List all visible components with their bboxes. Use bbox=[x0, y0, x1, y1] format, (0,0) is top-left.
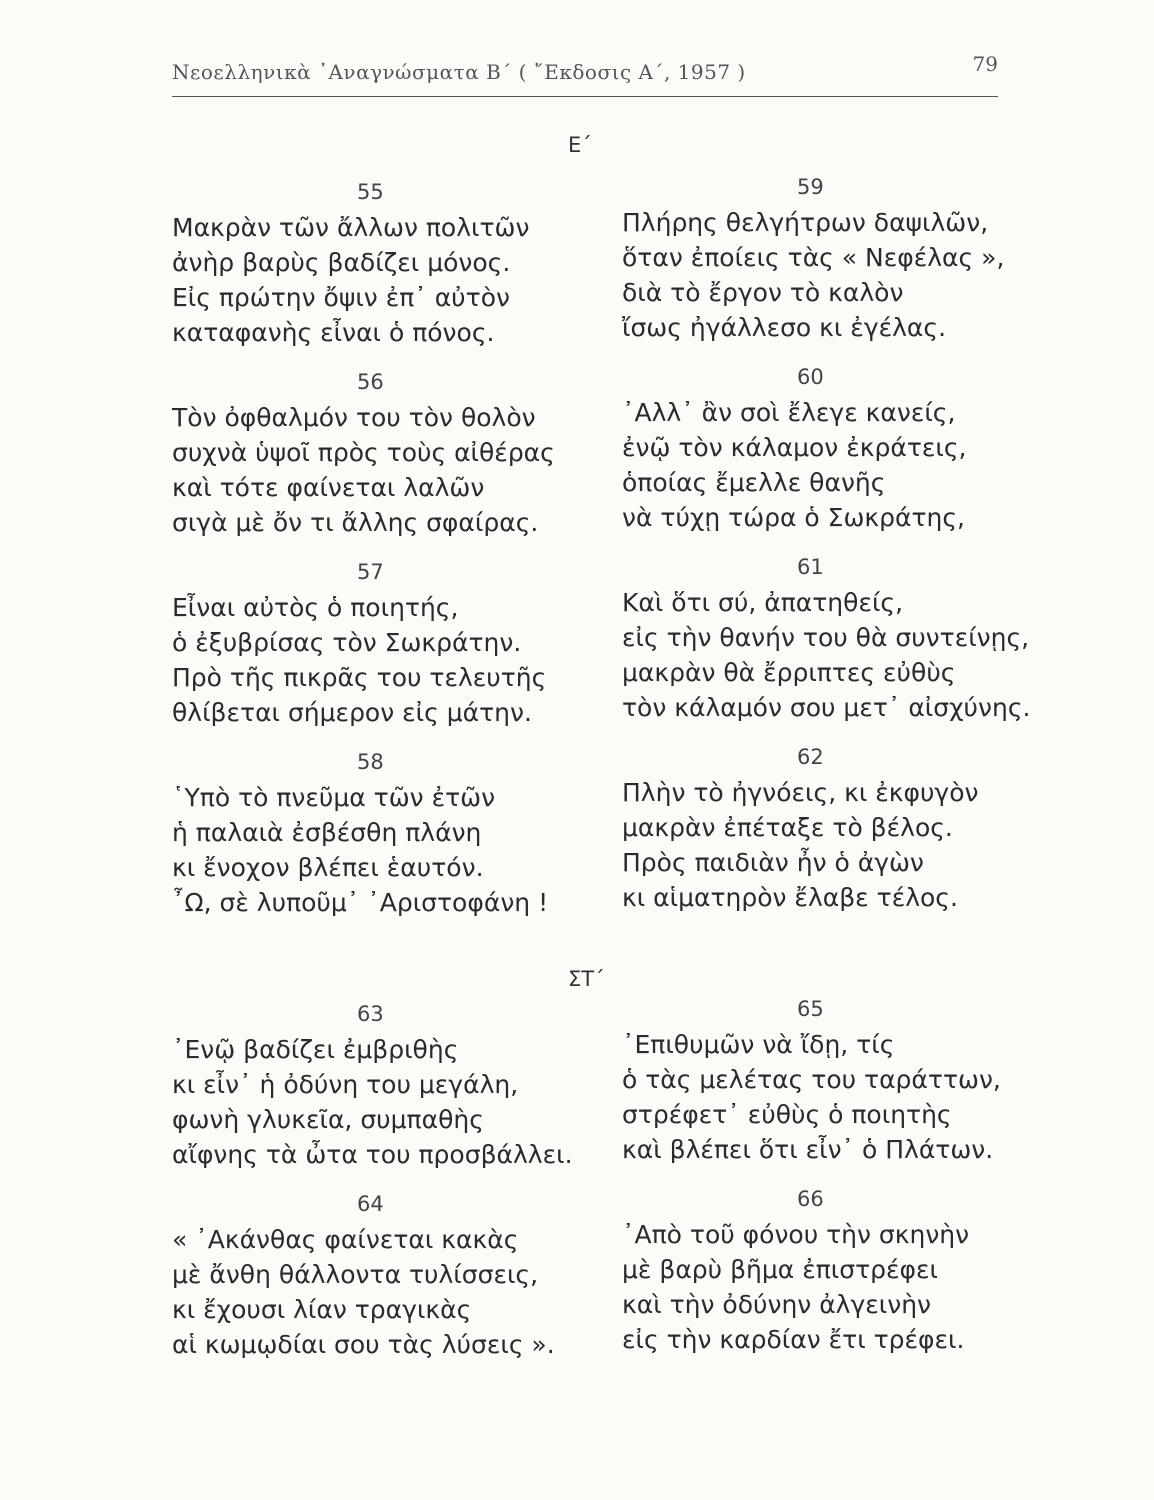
stanza-number: 62 bbox=[797, 745, 824, 769]
verse-line: ἴσως ἠγάλλεσο κι ἐγέλας. bbox=[622, 313, 947, 342]
verse-line: ῾Υπὸ τὸ πνεῦμα τῶν ἐτῶν bbox=[172, 783, 496, 812]
verse-line: ᾿Απὸ τοῦ φόνου τὴν σκηνὴν bbox=[622, 1220, 970, 1249]
verse-line: κι εἶν᾿ ἡ ὀδύνη του μεγάλη, bbox=[172, 1070, 519, 1099]
section-mark-e: Ε΄ bbox=[568, 133, 592, 157]
verse-line: ὅταν ἐποίεις τὰς « Νεφέλας », bbox=[622, 243, 1005, 272]
stanza-55 bbox=[172, 180, 612, 350]
verse-line: αἴφνης τὰ ὦτα του προσβάλλει. bbox=[172, 1140, 573, 1169]
verse-line: κι αἱματηρὸν ἔλαβε τέλος. bbox=[622, 883, 958, 912]
verse-line: εἰς τὴν καρδίαν ἔτι τρέφει. bbox=[622, 1325, 965, 1354]
verse-line: μακρὰν ἐπέταξε τὸ βέλος. bbox=[622, 813, 953, 842]
verse-line: θλίβεται σήμερον εἰς μάτην. bbox=[172, 698, 532, 727]
verse-line: Τὸν ὀφθαλμόν του τὸν θολὸν bbox=[172, 403, 536, 432]
stanza-number: 57 bbox=[357, 560, 384, 584]
verse-line: τὸν κάλαμόν σου μετ᾿ αἰσχύνης. bbox=[622, 693, 1031, 722]
verse-line: Μακρὰν τῶν ἄλλων πολιτῶν bbox=[172, 213, 530, 242]
verse-line: στρέφετ᾿ εὐθὺς ὁ ποιητὴς bbox=[622, 1100, 952, 1129]
verse-line: ἀνὴρ βαρὺς βαδίζει μόνος. bbox=[172, 248, 511, 277]
stanza-56 bbox=[172, 370, 612, 540]
verse-line: Πλὴν τὸ ἠγνόεις, κι ἐκφυγὸν bbox=[622, 778, 979, 807]
stanza-60 bbox=[622, 365, 1062, 535]
verse-line: καὶ τότε φαίνεται λαλῶν bbox=[172, 473, 485, 502]
verse-line: καὶ βλέπει ὅτι εἶν᾿ ὁ Πλάτων. bbox=[622, 1135, 994, 1164]
verse-line: Πρὸς παιδιὰν ἦν ὁ ἀγὼν bbox=[622, 848, 924, 877]
verse-line: αἱ κωμῳδίαι σου τὰς λύσεις ». bbox=[172, 1330, 555, 1359]
stanza-66 bbox=[622, 1187, 1062, 1357]
verse-line: μακρὰν θὰ ἔρριπτες εὐθὺς bbox=[622, 658, 956, 687]
verse-line: ἐνῷ τὸν κάλαμον ἐκράτεις, bbox=[622, 433, 967, 462]
stanza-62 bbox=[622, 745, 1062, 915]
verse-line: Πλήρης θελγήτρων δαψιλῶν, bbox=[622, 208, 989, 237]
verse-line: καταφανὴς εἶναι ὁ πόνος. bbox=[172, 318, 495, 347]
verse-line: διὰ τὸ ἔργον τὸ καλὸν bbox=[622, 278, 904, 307]
verse-line: ᾿Αλλ᾿ ἂν σοὶ ἔλεγε κανείς, bbox=[622, 398, 956, 427]
stanza-63 bbox=[172, 1002, 612, 1172]
stanza-59 bbox=[622, 175, 1062, 345]
verse-line: κι ἔχουσι λίαν τραγικὰς bbox=[172, 1295, 472, 1324]
stanza-57 bbox=[172, 560, 612, 730]
page-number: 79 bbox=[972, 52, 998, 76]
verse-line: Εἶναι αὐτὸς ὁ ποιητής, bbox=[172, 593, 459, 622]
stanza-64 bbox=[172, 1192, 612, 1362]
verse-line: Καὶ ὅτι σύ, ἀπατηθείς, bbox=[622, 588, 904, 617]
stanza-number: 65 bbox=[797, 997, 824, 1021]
verse-line: « ᾿Ακάνθας φαίνεται κακὰς bbox=[172, 1225, 519, 1254]
verse-line: κι ἔνοχον βλέπει ἑαυτόν. bbox=[172, 853, 484, 882]
stanza-number: 61 bbox=[797, 555, 824, 579]
verse-line: ὁ ἐξυβρίσας τὸν Σωκράτην. bbox=[172, 628, 522, 657]
verse-line: ὁ τὰς μελέτας του ταράττων, bbox=[622, 1065, 1001, 1094]
verse-line: σιγὰ μὲ ὄν τι ἄλλης σφαίρας. bbox=[172, 508, 539, 537]
verse-line: συχνὰ ὑψοῖ πρὸς τοὺς αἰθέρας bbox=[172, 438, 555, 467]
stanza-65 bbox=[622, 997, 1062, 1167]
stanza-number: 58 bbox=[357, 750, 384, 774]
stanza-number: 63 bbox=[357, 1002, 384, 1026]
verse-line: ᾿Επιθυμῶν νὰ ἴδῃ, τίς bbox=[622, 1030, 895, 1059]
verse-line: Εἰς πρώτην ὄψιν ἐπ᾿ αὐτὸν bbox=[172, 283, 510, 312]
verse-line: Πρὸ τῆς πικρᾶς του τελευτῆς bbox=[172, 663, 547, 692]
verse-line: ῏Ω, σὲ λυποῦμ᾿ ᾿Αριστοφάνη ! bbox=[172, 888, 549, 917]
stanza-number: 56 bbox=[357, 370, 384, 394]
verse-line: ᾿Ενῷ βαδίζει ἐμβριθὴς bbox=[172, 1035, 459, 1064]
verse-line: εἰς τὴν θανήν του θὰ συντείνῃς, bbox=[622, 623, 1030, 652]
verse-line: μὲ ἄνθη θάλλοντα τυλίσσεις, bbox=[172, 1260, 539, 1289]
stanza-61 bbox=[622, 555, 1062, 725]
section-mark-st: ΣΤ΄ bbox=[568, 967, 605, 991]
verse-line: μὲ βαρὺ βῆμα ἐπιστρέφει bbox=[622, 1255, 938, 1284]
verse-line: καὶ τὴν ὀδύνην ἀλγεινὴν bbox=[622, 1290, 932, 1319]
stanza-number: 64 bbox=[357, 1192, 384, 1216]
stanza-number: 60 bbox=[797, 365, 824, 389]
verse-line: νὰ τύχῃ τώρα ὁ Σωκράτης, bbox=[622, 503, 965, 532]
verse-line: φωνὴ γλυκεῖα, συμπαθὴς bbox=[172, 1105, 484, 1134]
stanza-number: 55 bbox=[357, 180, 384, 204]
running-title: Νεοελληνικὰ ᾿Αναγνώσματα Β΄ ( ῎Εκδοσις Α΄, 1957 ) bbox=[172, 60, 746, 84]
stanza-number: 59 bbox=[797, 175, 824, 199]
verse-line: ὁποίας ἔμελλε θανῆς bbox=[622, 468, 886, 497]
verse-line: ἡ παλαιὰ ἐσβέσθη πλάνη bbox=[172, 818, 482, 847]
stanza-58 bbox=[172, 750, 612, 920]
page-header bbox=[172, 48, 998, 97]
stanza-number: 66 bbox=[797, 1187, 824, 1211]
